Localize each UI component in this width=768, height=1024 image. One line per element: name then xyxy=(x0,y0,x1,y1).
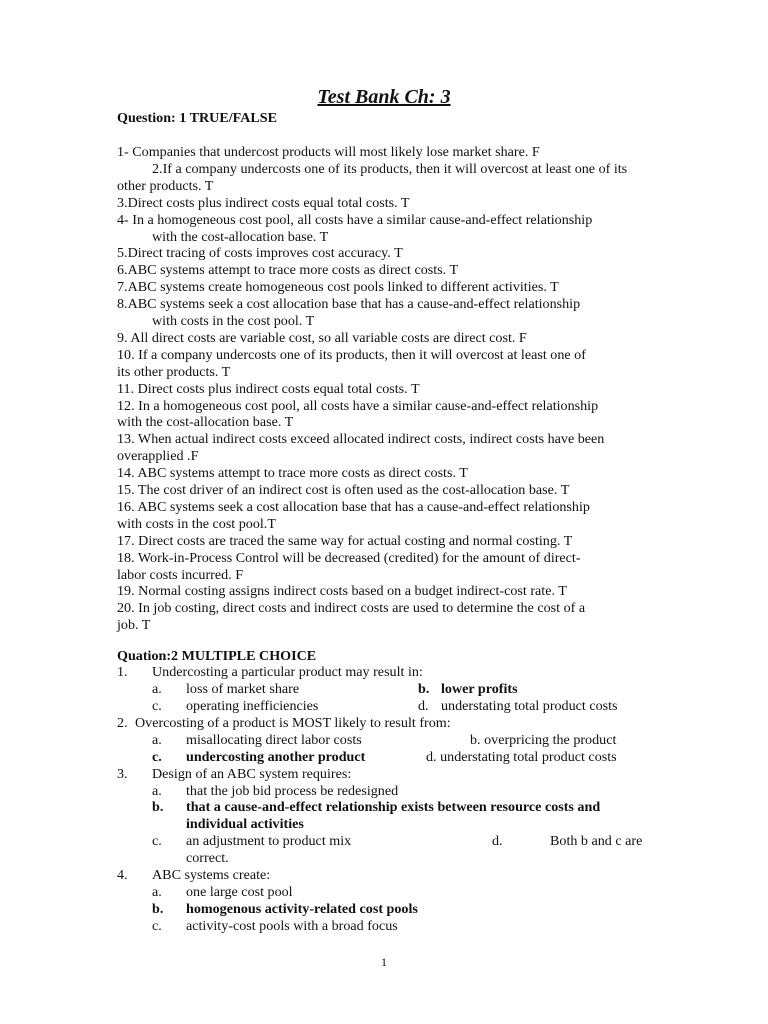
option-label: b. xyxy=(418,681,430,697)
true-false-line: 1- Companies that undercost products will most likely lose market share. F xyxy=(117,144,540,160)
option-text-correct: lower profits xyxy=(441,681,518,697)
true-false-line: with costs in the cost pool.T xyxy=(117,515,276,532)
option-text: misallocating direct labor costs xyxy=(186,732,362,748)
true-false-line: with costs in the cost pool. T xyxy=(152,313,315,329)
true-false-line: 11. Direct costs plus indirect costs equal total costs. T xyxy=(117,380,420,397)
option-text: activity-cost pools with a broad focus xyxy=(186,918,398,934)
true-false-line: 2.If a company undercosts one of its products, then it will overcost at least one of its xyxy=(152,160,628,177)
option-text-correct: homogenous activity-related cost pools xyxy=(186,901,418,917)
true-false-line: labor costs incurred. F xyxy=(117,566,244,583)
question-number: 4. xyxy=(117,867,128,883)
option-text: an adjustment to product mix xyxy=(186,833,352,849)
true-false-line: 8.ABC systems seek a cost allocation base that has a cause-and-effect relationship xyxy=(117,296,581,313)
true-false-line: 9. All direct costs are variable cost, so all variable costs are direct cost. F xyxy=(117,329,527,346)
option-label: c. xyxy=(152,918,162,934)
option-label: c. xyxy=(152,749,162,765)
section-heading: Question: 1 TRUE/FALSE xyxy=(117,110,278,126)
page-title: Test Bank Ch: 3 xyxy=(317,86,451,108)
true-false-line: 4- In a homogeneous cost pool, all costs have a similar cause-and-effect relationship xyxy=(117,211,593,228)
question-stem: Undercosting a particular product may result in: xyxy=(152,664,423,680)
true-false-line: 5.Direct tracing of costs improves cost accuracy. T xyxy=(117,245,403,262)
option-label: b. xyxy=(152,901,164,917)
question-number: 3. xyxy=(117,766,128,782)
section-heading: Quation:2 MULTIPLE CHOICE xyxy=(117,648,317,664)
option-label: d. xyxy=(418,698,429,714)
question-number: 2. xyxy=(117,715,128,731)
option-label: c. xyxy=(152,833,162,849)
true-false-line: job. T xyxy=(117,617,151,634)
true-false-line: 6.ABC systems attempt to trace more costs as direct costs. T xyxy=(117,262,459,279)
option-text: correct. xyxy=(186,850,229,866)
option-text: loss of market share xyxy=(186,681,300,697)
true-false-line: other products. T xyxy=(117,177,214,194)
option-label: a. xyxy=(152,783,162,799)
option-text-correct: that a cause-and-effect relationship exists between resource costs and xyxy=(186,799,601,815)
option-label: d. xyxy=(492,833,503,849)
true-false-line: 14. ABC systems attempt to trace more costs as direct costs. T xyxy=(117,465,468,482)
true-false-line: with the cost-allocation base. T xyxy=(117,414,294,431)
true-false-line: overapplied .F xyxy=(117,448,199,465)
true-false-line: 19. Normal costing assigns indirect costs based on a budget indirect-cost rate. T xyxy=(117,583,567,600)
option-label: a. xyxy=(152,732,162,748)
option-label: c. xyxy=(152,698,162,714)
question-stem: Design of an ABC system requires: xyxy=(152,766,352,782)
true-false-line: 15. The cost driver of an indirect cost is often used as the cost-allocation base. T xyxy=(117,482,570,498)
option-text: operating inefficiencies xyxy=(186,698,319,714)
question-number: 1. xyxy=(117,664,128,680)
option-text-correct: individual activities xyxy=(186,816,304,832)
question-stem: ABC systems create: xyxy=(152,867,271,883)
option-text: that the job bid process be redesigned xyxy=(186,783,399,799)
option-label: a. xyxy=(152,681,162,697)
option-label: a. xyxy=(152,884,162,900)
true-false-line: with the cost-allocation base. T xyxy=(152,228,329,245)
page-number: 1 xyxy=(381,955,387,969)
option-label: b. xyxy=(152,799,164,815)
true-false-line: 16. ABC systems seek a cost allocation base that has a cause-and-effect relationship xyxy=(117,498,590,515)
true-false-line: 18. Work-in-Process Control will be decreased (credited) for the amount of direct- xyxy=(117,549,581,566)
true-false-line: 3.Direct costs plus indirect costs equal total costs. T xyxy=(117,194,410,211)
true-false-line: 17. Direct costs are traced the same way for actual costing and normal costing. T xyxy=(117,532,573,549)
option-text: d. understating total product costs xyxy=(426,749,617,765)
option-text: understating total product costs xyxy=(441,698,618,714)
true-false-line: 12. In a homogeneous cost pool, all costs have a similar cause-and-effect relationship xyxy=(117,397,599,414)
option-text: one large cost pool xyxy=(186,884,293,900)
true-false-line: its other products. T xyxy=(117,363,231,380)
question-stem: Overcosting of a product is MOST likely to result from: xyxy=(135,715,451,731)
option-text-correct: undercosting another product xyxy=(186,749,366,765)
true-false-line: 20. In job costing, direct costs and indirect costs are used to determine the cost of a xyxy=(117,600,586,617)
true-false-line: 13. When actual indirect costs exceed allocated indirect costs, indirect costs have been xyxy=(117,431,605,448)
option-text: b. overpricing the product xyxy=(470,732,617,748)
true-false-line: 10. If a company undercosts one of its products, then it will overcost at least one of xyxy=(117,346,586,363)
true-false-line: 7.ABC systems create homogeneous cost pools linked to different activities. T xyxy=(117,279,559,296)
option-text: Both b and c are xyxy=(550,833,643,849)
